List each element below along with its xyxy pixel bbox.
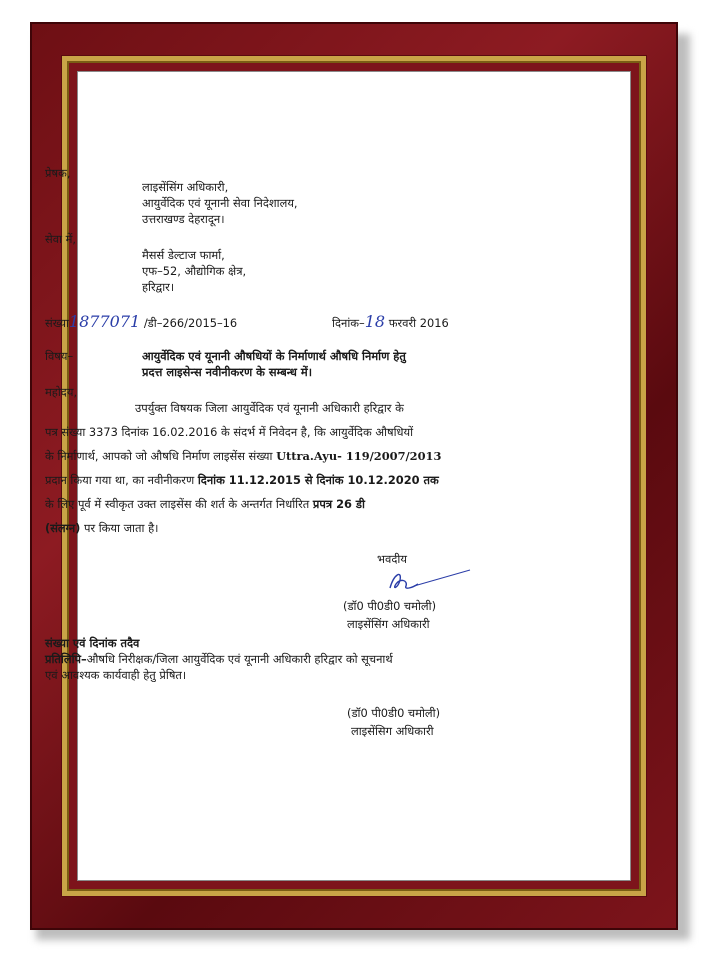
body-line-3 bbox=[45, 448, 441, 464]
date-handwritten: 18 bbox=[364, 312, 386, 331]
subject-label: विषय– bbox=[45, 349, 74, 363]
body-line-4-text: प्रदान किया गया था, का नवीनीकरण bbox=[45, 473, 198, 487]
body-line-4 bbox=[45, 472, 439, 488]
recipient-label: सेवा में, bbox=[45, 232, 77, 246]
salutation: महोदय, bbox=[45, 385, 78, 399]
date-suffix: फरवरी 2016 bbox=[388, 316, 449, 330]
recipient-line-3: हरिद्वार। bbox=[142, 280, 175, 294]
sender-label: प्रेषक, bbox=[45, 166, 71, 180]
reference-label: संख्या bbox=[45, 316, 69, 330]
subject-line-1: आयुर्वेदिक एवं यूनानी औषधियों के निर्माणार्थ औषधि निर्माण हेतु bbox=[142, 349, 406, 363]
copy-text-1: औषधि निरीक्षक/जिला आयुर्वेदिक एवं यूनानी अधिकारी हरिद्वार को सूचनार्थ bbox=[86, 652, 393, 666]
closing: भवदीय bbox=[377, 552, 407, 566]
body-line-5 bbox=[45, 496, 365, 512]
signatory-title: लाइसेंसिंग अधिकारी bbox=[347, 617, 430, 631]
date-label: दिनांक– bbox=[332, 316, 365, 330]
reference-number bbox=[45, 314, 237, 331]
license-number: Uttra.Ayu- 119/2007/2013 bbox=[276, 449, 442, 463]
sender-line-3: उत्तराखण्ड देहरादून। bbox=[142, 212, 225, 226]
sender-line-1: लाइसेंसिंग अधिकारी, bbox=[142, 180, 229, 194]
reference-suffix: /डी–266/2015–16 bbox=[143, 316, 238, 330]
renewal-period: दिनांक 11.12.2015 से दिनांक 10.12.2020 तक bbox=[197, 473, 439, 487]
copy-heading: संख्या एवं दिनांक तदैव bbox=[45, 636, 140, 650]
signature bbox=[384, 566, 474, 596]
letter-date bbox=[332, 314, 449, 331]
signatory-name-2: (डॉ0 पी0डी0 चमोली) bbox=[347, 706, 441, 720]
signatory-title-2: लाइसेंसिग अधिकारी bbox=[351, 724, 434, 738]
recipient-line-2: एफ–52, औद्योगिक क्षेत्र, bbox=[142, 264, 247, 278]
body-line-3-text: के निर्माणार्थ, आपको जो औषधि निर्माण लाइसेंस संख्या bbox=[45, 449, 277, 463]
form-name: प्रपत्र 26 डी bbox=[312, 497, 365, 511]
recipient-line-1: मैसर्स डेल्टाज फार्मा, bbox=[142, 248, 225, 262]
body-line-6 bbox=[45, 520, 158, 536]
copy-line-2: एवं आवश्यक कार्यवाही हेतु प्रेषित। bbox=[45, 668, 187, 682]
copy-label: प्रतिलिपि– bbox=[45, 652, 87, 666]
reference-handwritten: 1877071 bbox=[68, 312, 141, 331]
sender-line-2: आयुर्वेदिक एवं यूनानी सेवा निदेशालय, bbox=[142, 196, 298, 210]
body-line-5-text: के लिए पूर्व में स्वीकृत उक्त लाइसेंस की शर्त के अन्तर्गत निर्धारित bbox=[45, 497, 313, 511]
attached-note: (संलग्न) bbox=[45, 521, 81, 535]
body-line-1: उपर्युक्त विषयक जिला आयुर्वेदिक एवं यूनानी अधिकारी हरिद्वार के bbox=[135, 401, 404, 415]
body-line-6-text: पर किया जाता है। bbox=[80, 521, 159, 535]
signatory-name: (डॉ0 पी0डी0 चमोली) bbox=[343, 599, 437, 613]
body-line-2: पत्र संख्या 3373 दिनांक 16.02.2016 के संदर्भ में निवेदन है, कि आयुर्वेदिक औषधियों bbox=[45, 425, 414, 439]
copy-line-1 bbox=[45, 651, 393, 667]
subject-line-2: प्रदत्त लाइसेन्स नवीनीकरण के सम्बन्ध में। bbox=[142, 365, 313, 379]
